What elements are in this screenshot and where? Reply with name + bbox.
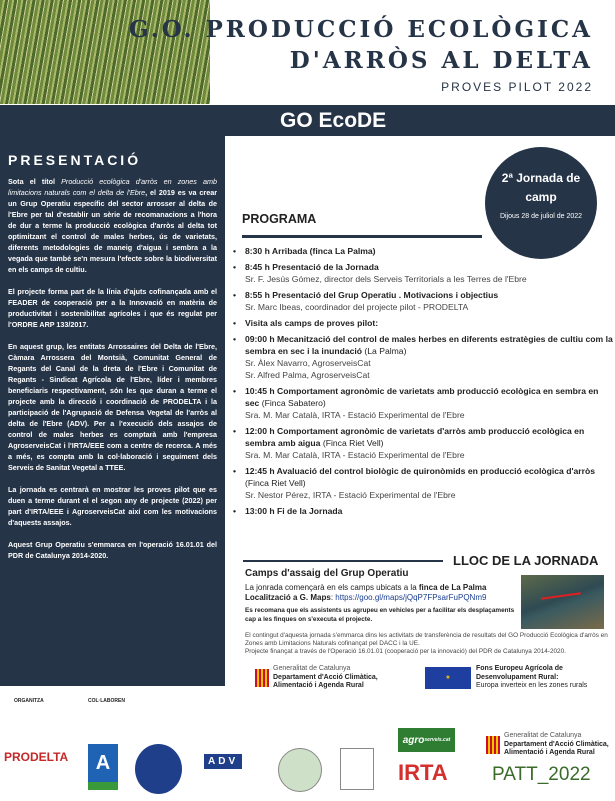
event-badge: 2ª Jornada de camp Dijous 28 de juliol de 2022 [485, 147, 597, 259]
feader-logo: ★ Fons Europeu Agrícola de Desenvolupament Rural: Europa inverteix en les zones rurals [425, 665, 587, 691]
camara-arrossera-logo [135, 744, 182, 794]
sindicat-agricola-logo [340, 748, 374, 790]
arrossaires-logo: A [88, 744, 118, 790]
paragraph: El projecte forma part de la línia d'ajuts cofinançada amb el FEADER de cooperació per a la Innovació en matèria de productivitat i sostenibilitat agrícoles i que és regulat per l'ORDRE ARP 133/2017. [8, 287, 217, 329]
divider [242, 235, 482, 238]
generalitat-logo: Generalitat de Catalunya Departament d'Acció Climàtica, Alimentació i Agenda Rural [255, 665, 378, 691]
paragraph: La jornada es centrarà en mostrar les proves pilot que es duen a terme durant el el segon any de projecte (2022) per part d'IRTA/EEE i AgroserveisCat així com les motivacions d'aquests assajos. [8, 485, 217, 527]
project-name: GO EcoDE [280, 109, 387, 132]
subtitle: PROVES PILOT 2022 [441, 80, 593, 94]
page-title: G.O. PRODUCCIÓ ECOLÒGICA D'ARRÒS AL DELTA [128, 16, 593, 74]
program-item: • 10:45 h Comportament agronòmic de varietats amb producció ecològica en sembra en sec (Finca Sabatero) Sra. M. Mar Català, IRTA - Estació Experimental de l'Ebre [233, 385, 613, 421]
prodelta-logo: PRODELTA [4, 750, 69, 764]
program-item: • 12:45 h Avaluació del control biològic de quironòmids en producció ecològica d'arròs (Finca Riet Vell) Sr. Nestor Pérez, IRTA - Estació Experimental de l'Ebre [233, 465, 613, 501]
program-item: • 8:30 h Arribada (finca La Palma) [233, 245, 613, 257]
comunitat-regants-logo [278, 748, 322, 792]
divider [243, 560, 443, 562]
eu-flag-icon: ★ [425, 667, 471, 689]
paragraph: En aquest grup, les entitats Arrossaires del Delta de l'Ebre, Càmara Arrossera del Montsià, Comunitat General de Regants del Canal de la dreta de l'Ebre i Comunitat de Regants - Sindicat Agrícola de l'Ebre, líder i membres beneficiaris respectivament, són les que duran a terme el projecte amb la direcció i coordinació de PRODELTA i la participació de l'Agrupació de Defensa Vegetal de l'arròs al delta de l'Ebre (ADV). Per a l'execució dels assajos de control de males herbes es comptarà amb l'empresa AgroserveisCat i l'IRTA/EEE com a centre de recerca. A més a més, es compta amb la col·laboració i seguiment dels Serveis de Sanitat Vegetal a TTEE. [8, 342, 217, 472]
paragraph: Sota el títol Producció ecològica d'arròs en zones amb limitacions naturals com el delta de l'Ebre, el 2019 es va crear un Grup Operatiu específic del sector arrosser al delta de l'Ebre per tal d'establir un sèrie de recomanacions a l'hora de dur a terme la producció ecològica d'arròs al delta tot optimitzant el control de males herbes, ús de varietats, diferents metodologies de maneig d'aigua i sembra a la vegada que també se'n mesura l'efecte sobre la biodiversitat en els camps de cultiu. [8, 177, 217, 274]
programa-heading: PROGRAMA [242, 212, 317, 226]
notes: El contingut d'aquesta jornada s'emmarca dins les activitats de transferència de resultats del GO Producció Ecològica d'arròs en Zones amb Limitacions Naturals cofinançat pel DACC i la UE. Projecte finançat a través de l'Operació 16.01.01 (cooperació per la innovació) del PDR de Catalunya 2014-2020. [245, 632, 608, 655]
program-item: • 09:00 h Mecanització del control de males herbes en diferents estratègies de cultiu com la sembra en sec i la inundació (La Palma) Sr. Àlex Navarro, AgroserveisCat Sr. Alfred Palma, AgroserveisCat [233, 333, 613, 381]
program-item: • 12:00 h Comportament agronòmic de varietats d'arròs amb producció ecològica en sembra amb aigua (Finca Riet Vell) Sra. M. Mar Català, IRTA - Estació Experimental de l'Ebre [233, 425, 613, 461]
footer-logos: ORGANITZA COL·LABOREN PRODELTA A ADV agro serveis.cat IRTA Generalitat de Catalunya Departament d'Acció Climàtica, Alimentació i Agenda Rural PATT_2022 [0, 692, 615, 801]
lloc-heading: LLOC DE LA JORNADA [453, 553, 599, 568]
program-item: • 8:55 h Presentació del Grup Operatiu . Motivacions i objectius Sr. Marc Ibeas, coordinador del projecte pilot - PRODELTA [233, 289, 613, 313]
presentacio-panel [0, 136, 225, 686]
program-item: • Visita als camps de proves pilot: [233, 317, 613, 329]
irta-logo: IRTA [398, 760, 448, 785]
programa-list [233, 245, 613, 521]
generalitat-logo: Generalitat de Catalunya Departament d'Acció Climàtica, Alimentació i Agenda Rural [486, 732, 609, 758]
map-image [521, 575, 604, 629]
presentacio-heading: PRESENTACIÓ [8, 152, 142, 168]
maps-link[interactable]: https://goo.gl/maps/jQqP7FPsarFuPQNm9 [335, 593, 487, 602]
adv-logo: ADV [204, 754, 242, 769]
agroserveis-logo: agro serveis.cat [398, 728, 455, 752]
paragraph: Aquest Grup Operatiu s'emmarca en l'operació 16.01.01 del PDR de Catalunya 2014-2020. [8, 540, 217, 560]
patt-logo: PATT_2022 [492, 764, 591, 785]
program-item: • 13:00 h Fi de la Jornada [233, 505, 613, 517]
location-info: Camps d'assaig del Grup Operatiu La jonrada començarà en els camps ubicats a la finca de La Palma Localització a G. Maps: https://goo.gl/maps/jQqP7FPsarFuPQNm9 Es recomana que els assistents us agrupeu en vehicles per a facilitar els desplaçaments cap a les finques on s'executa el projecte. [245, 568, 515, 623]
program-item: • 8:45 h Presentació de la Jornada Sr. F. Jesús Gómez, director dels Serveis Territorials a les Terres de l'Ebre [233, 261, 613, 285]
title-band [0, 105, 615, 136]
